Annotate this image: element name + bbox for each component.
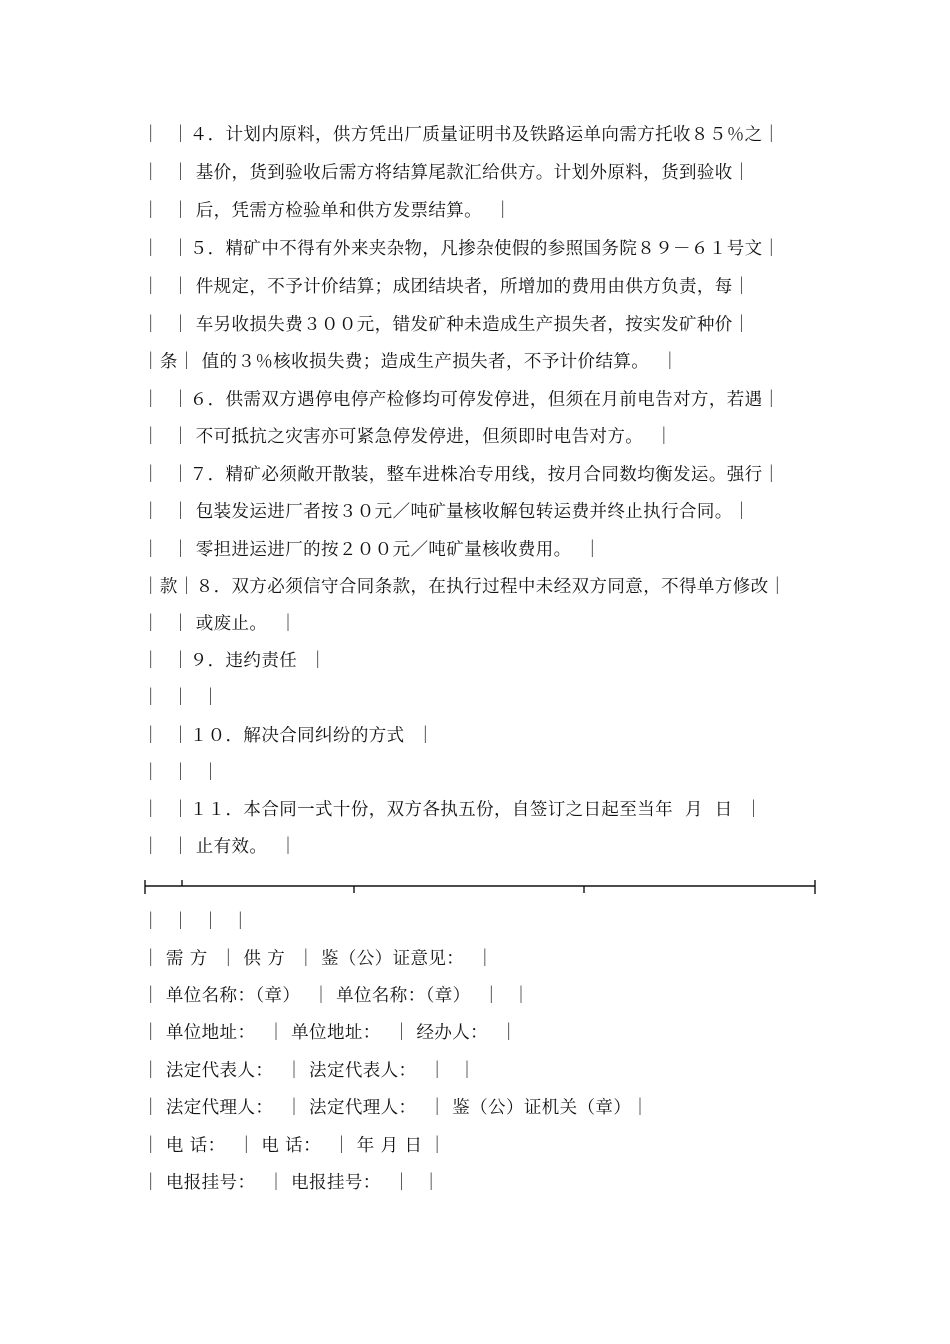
clause-line: ｜ ｜６．供需双方遇停电停产检修均可停发停进，但须在月前电告对方，若遇｜ bbox=[142, 390, 781, 410]
clause-line: ｜ ｜ 或废止。 ｜ bbox=[142, 614, 298, 634]
clause-line: ｜ ｜ 包装发运进厂者按３０元／吨矿量核收解包转运费并终止执行合同。｜ bbox=[142, 502, 751, 522]
clause-line: ｜ ｜ 基价，货到验收后需方将结算尾款汇给供方。计划外原料，货到验收｜ bbox=[142, 163, 751, 183]
signature-line: ｜ 电报挂号： ｜ 电报挂号： ｜ ｜ bbox=[142, 1173, 441, 1193]
signature-line: ｜ 法定代表人： ｜ 法定代表人： ｜ ｜ bbox=[142, 1061, 477, 1081]
signature-line: ｜ 单位名称：（章） ｜ 单位名称：（章） ｜ ｜ bbox=[142, 986, 531, 1006]
clause-line: ｜ ｜ 后，凭需方检验单和供方发票结算。 ｜ bbox=[142, 201, 512, 221]
clause-line: ｜ ｜ 零担进运进厂的按２００元／吨矿量核收费用。 ｜ bbox=[142, 540, 602, 560]
table-divider bbox=[144, 880, 816, 894]
signature-line: ｜ ｜ ｜ ｜ bbox=[142, 912, 250, 932]
clause-line: ｜ ｜ ｜ bbox=[142, 763, 220, 783]
signature-line: ｜ 电 话： ｜ 电 话： ｜ 年 月 日 ｜ bbox=[142, 1136, 447, 1156]
signature-line: ｜ 单位地址： ｜ 单位地址： ｜ 经办人： ｜ bbox=[142, 1023, 518, 1043]
clause-line: ｜ ｜ 止有效。 ｜ bbox=[142, 837, 298, 857]
clause-line: ｜ ｜５．精矿中不得有外来夹杂物，凡掺杂使假的参照国务院８９－６１号文｜ bbox=[142, 239, 781, 259]
clause-line: ｜ ｜ ｜ bbox=[142, 688, 220, 708]
signature-line: ｜ 法定代理人： ｜ 法定代理人： ｜ 鉴（公）证机关（章）｜ bbox=[142, 1098, 650, 1118]
clause-line: ｜ ｜ 不可抵抗之灾害亦可紧急停发停进，但须即时电告对方。 ｜ bbox=[142, 427, 674, 447]
clause-line: ｜ ｜ 车另收损失费３００元，错发矿种未造成生产损失者，按实发矿种价｜ bbox=[142, 315, 751, 335]
clause-line: ｜条｜ 值的３％核收损失费；造成生产损失者，不予计价结算。 ｜ bbox=[142, 352, 679, 372]
clause-line: ｜ ｜４．计划内原料，供方凭出厂质量证明书及铁路运单向需方托收８５％之｜ bbox=[142, 125, 781, 145]
clause-line: ｜款｜８．双方必须信守合同条款，在执行过程中未经双方同意，不得单方修改｜ bbox=[142, 577, 787, 597]
clause-line: ｜ ｜１１．本合同一式十份，双方各执五份，自签订之日起至当年 月 日 ｜ bbox=[142, 800, 763, 820]
signature-line: ｜ 需 方 ｜ 供 方 ｜ 鉴（公）证意见： ｜ bbox=[142, 949, 494, 969]
clause-line: ｜ ｜ 件规定，不予计价结算；成团结块者，所增加的费用由供方负责，每｜ bbox=[142, 277, 751, 297]
clause-line: ｜ ｜９．违约责任 ｜ bbox=[142, 651, 327, 671]
clause-line: ｜ ｜１０．解决合同纠纷的方式 ｜ bbox=[142, 726, 435, 746]
clause-line: ｜ ｜７．精矿必须敞开散装，整车进株冶专用线，按月合同数均衡发运。强行｜ bbox=[142, 465, 781, 485]
